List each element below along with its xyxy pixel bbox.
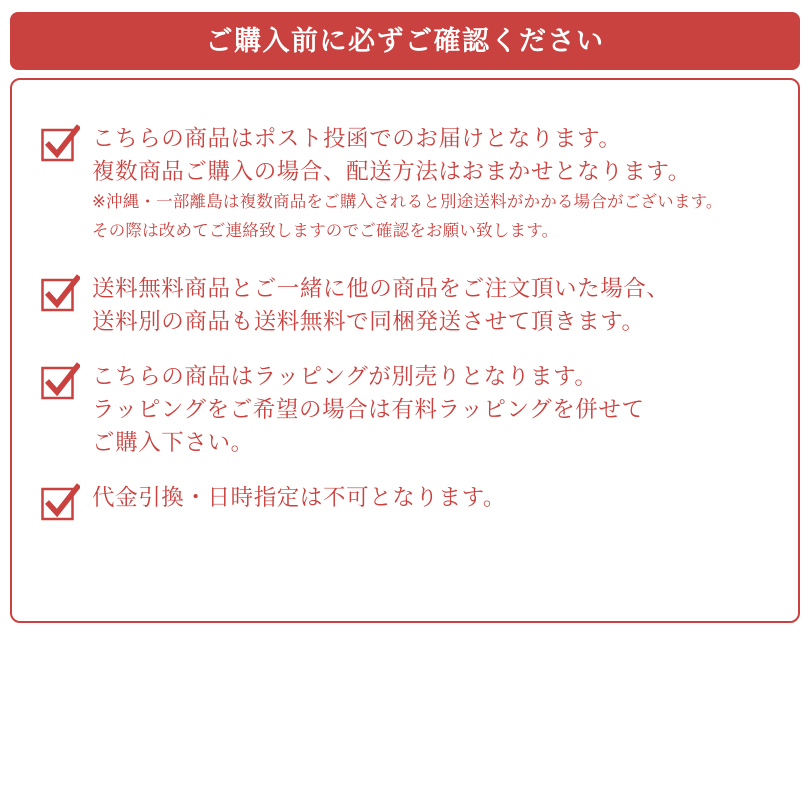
notice-line: 送料別の商品も送料無料で同梱発送させて頂きます。 <box>92 309 645 334</box>
checkmark-icon <box>40 362 80 402</box>
list-item <box>40 122 780 246</box>
checkmark-icon <box>40 124 80 164</box>
checkmark-icon <box>40 483 80 523</box>
notice-line: 複数商品ご購入の場合、配送方法はおまかせとなります。 <box>92 159 691 184</box>
notice-line: 送料無料商品とご一緒に他の商品をご注文頂いた場合、 <box>92 276 670 301</box>
checkmark-icon <box>40 274 80 314</box>
list-item-text <box>92 122 780 246</box>
notice-line: こちらの商品はラッピングが別売りとなります。 <box>92 364 598 389</box>
notice-line-note: その際は改めてご連絡致しますのでご確認をお願い致します。 <box>92 222 559 240</box>
list-item-text <box>92 481 780 514</box>
notice-line: ラッピングをご希望の場合は有料ラッピングを併せて <box>92 397 645 422</box>
list-item <box>40 481 780 523</box>
list-item-text <box>92 360 780 459</box>
notice-line: ご購入下さい。 <box>92 430 254 455</box>
notice-header-bar <box>10 12 800 70</box>
notice-list <box>40 122 780 543</box>
list-item <box>40 360 780 459</box>
page-title: ご購入前に必ずご確認ください <box>205 25 605 56</box>
notice-panel <box>10 78 800 623</box>
notice-line-note: ※沖縄・一部離島は複数商品をご購入されると別途送料がかかる場合がございます。 <box>92 193 723 211</box>
list-item <box>40 272 780 338</box>
notice-line: 代金引換・日時指定は不可となります。 <box>92 485 507 510</box>
list-item-text <box>92 272 780 338</box>
notice-line: こちらの商品はポスト投函でのお届けとなります。 <box>92 126 622 151</box>
